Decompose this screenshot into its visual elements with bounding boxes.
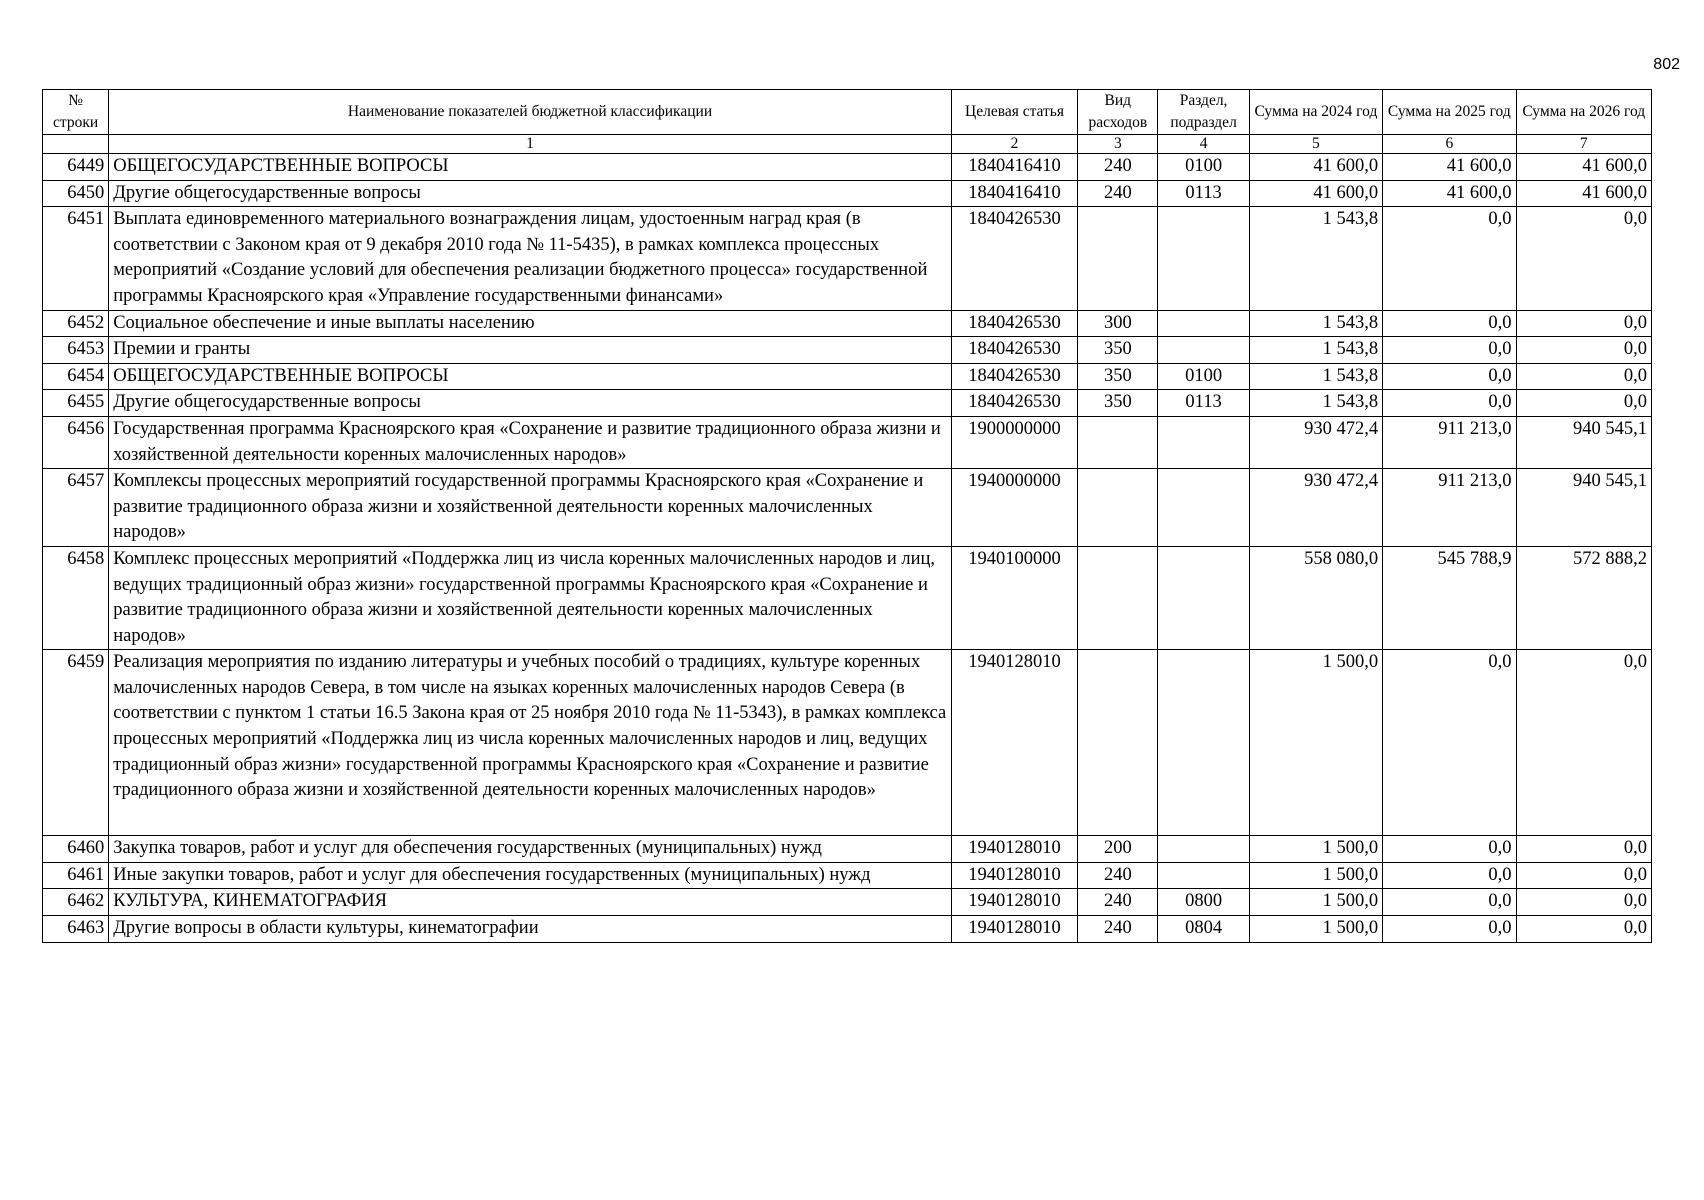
expense-type <box>1078 207 1158 310</box>
target-article: 1840426530 <box>951 363 1077 390</box>
table-row <box>43 207 1652 310</box>
row-number: 6463 <box>43 916 109 943</box>
sum-2025: 911 213,0 <box>1383 416 1516 468</box>
expense-type: 300 <box>1078 310 1158 337</box>
target-article: 1840426530 <box>951 390 1077 417</box>
header-indicator-name: Наименование показателей бюджетной классификации <box>109 90 952 135</box>
table-row <box>43 363 1652 390</box>
expense-type <box>1078 650 1158 836</box>
section-code <box>1158 416 1249 468</box>
expense-type: 200 <box>1078 836 1158 863</box>
indicator-name: Выплата единовременного материального вознаграждения лицам, удостоенным наград края (в соответствии с Законом края от 9 декабря 2010 года № 11-5435), в рамках комплекса процессных мероприятий «Создание условий для обеспечения реализации бюджетного процесса» государственной программы Красноярского края «Управление государственными финансами» <box>109 207 952 310</box>
sum-2026: 41 600,0 <box>1516 180 1651 207</box>
sum-2026: 0,0 <box>1516 337 1651 364</box>
column-number: 4 <box>1158 135 1249 154</box>
header-row-number: № строки <box>43 90 109 135</box>
target-article: 1840416410 <box>951 180 1077 207</box>
target-article: 1940100000 <box>951 546 1077 649</box>
sum-2025: 0,0 <box>1383 363 1516 390</box>
sum-2026: 41 600,0 <box>1516 154 1651 181</box>
table-row <box>43 650 1652 836</box>
target-article: 1840416410 <box>951 154 1077 181</box>
section-code: 0800 <box>1158 889 1249 916</box>
column-number: 6 <box>1383 135 1516 154</box>
sum-2026: 0,0 <box>1516 390 1651 417</box>
table-row <box>43 862 1652 889</box>
target-article: 1900000000 <box>951 416 1077 468</box>
sum-2026: 0,0 <box>1516 207 1651 310</box>
indicator-name: Иные закупки товаров, работ и услуг для обеспечения государственных (муниципальных) нужд <box>109 862 952 889</box>
table-row <box>43 916 1652 943</box>
expense-type: 240 <box>1078 916 1158 943</box>
indicator-name: Комплексы процессных мероприятий государственной программы Красноярского края «Сохранение и развитие традиционного образа жизни и хозяйственной деятельности коренных малочисленных народов» <box>109 469 952 547</box>
table-row <box>43 180 1652 207</box>
sum-2024: 1 500,0 <box>1249 836 1382 863</box>
sum-2024: 558 080,0 <box>1249 546 1382 649</box>
indicator-name: Премии и гранты <box>109 337 952 364</box>
sum-2024: 930 472,4 <box>1249 416 1382 468</box>
sum-2026: 0,0 <box>1516 650 1651 836</box>
row-number: 6460 <box>43 836 109 863</box>
header-sum-2025: Сумма на 2025 год <box>1383 90 1516 135</box>
expense-type: 240 <box>1078 862 1158 889</box>
table-row <box>43 836 1652 863</box>
section-code <box>1158 546 1249 649</box>
sum-2026: 572 888,2 <box>1516 546 1651 649</box>
sum-2024: 1 543,8 <box>1249 390 1382 417</box>
indicator-name: ОБЩЕГОСУДАРСТВЕННЫЕ ВОПРОСЫ <box>109 363 952 390</box>
section-code <box>1158 469 1249 547</box>
indicator-name: Государственная программа Красноярского края «Сохранение и развитие традиционного образа жизни и хозяйственной деятельности коренных малочисленных народов» <box>109 416 952 468</box>
sum-2025: 41 600,0 <box>1383 180 1516 207</box>
row-number: 6453 <box>43 337 109 364</box>
sum-2024: 1 500,0 <box>1249 862 1382 889</box>
target-article: 1940128010 <box>951 889 1077 916</box>
row-number: 6455 <box>43 390 109 417</box>
expense-type: 240 <box>1078 889 1158 916</box>
section-code <box>1158 836 1249 863</box>
row-number: 6449 <box>43 154 109 181</box>
section-code: 0113 <box>1158 180 1249 207</box>
header-row <box>43 90 1652 135</box>
indicator-name: Другие общегосударственные вопросы <box>109 180 952 207</box>
indicator-name: Закупка товаров, работ и услуг для обеспечения государственных (муниципальных) нужд <box>109 836 952 863</box>
expense-type <box>1078 546 1158 649</box>
section-code <box>1158 310 1249 337</box>
sum-2026: 0,0 <box>1516 836 1651 863</box>
sum-2025: 0,0 <box>1383 836 1516 863</box>
row-number: 6459 <box>43 650 109 836</box>
target-article: 1840426530 <box>951 310 1077 337</box>
target-article: 1940128010 <box>951 836 1077 863</box>
expense-type: 240 <box>1078 154 1158 181</box>
sum-2024: 1 543,8 <box>1249 363 1382 390</box>
row-number: 6462 <box>43 889 109 916</box>
sum-2025: 0,0 <box>1383 207 1516 310</box>
sum-2026: 0,0 <box>1516 916 1651 943</box>
indicator-name: КУЛЬТУРА, КИНЕМАТОГРАФИЯ <box>109 889 952 916</box>
section-code: 0113 <box>1158 390 1249 417</box>
header-target-article: Целевая статья <box>951 90 1077 135</box>
expense-type: 350 <box>1078 390 1158 417</box>
sum-2024: 930 472,4 <box>1249 469 1382 547</box>
sum-2025: 545 788,9 <box>1383 546 1516 649</box>
table-row <box>43 390 1652 417</box>
expense-type: 240 <box>1078 180 1158 207</box>
row-number: 6451 <box>43 207 109 310</box>
sum-2025: 0,0 <box>1383 337 1516 364</box>
column-number-empty <box>43 135 109 154</box>
row-number: 6450 <box>43 180 109 207</box>
indicator-name: Комплекс процессных мероприятий «Поддержка лиц из числа коренных малочисленных народов и лиц, ведущих традиционный образ жизни» государственной программы Красноярского края «Сохранение и развитие традиционного образа жизни и хозяйственной деятельности коренных малочисленных народов» <box>109 546 952 649</box>
sum-2026: 940 545,1 <box>1516 469 1651 547</box>
sum-2024: 1 543,8 <box>1249 337 1382 364</box>
table-row <box>43 310 1652 337</box>
indicator-name: ОБЩЕГОСУДАРСТВЕННЫЕ ВОПРОСЫ <box>109 154 952 181</box>
expense-type: 350 <box>1078 337 1158 364</box>
sum-2024: 1 500,0 <box>1249 916 1382 943</box>
header-expense-type: Вид расходов <box>1078 90 1158 135</box>
indicator-name: Социальное обеспечение и иные выплаты населению <box>109 310 952 337</box>
indicator-name: Другие вопросы в области культуры, кинематографии <box>109 916 952 943</box>
sum-2024: 1 543,8 <box>1249 207 1382 310</box>
sum-2025: 0,0 <box>1383 889 1516 916</box>
sum-2026: 940 545,1 <box>1516 416 1651 468</box>
sum-2026: 0,0 <box>1516 862 1651 889</box>
table-row <box>43 337 1652 364</box>
target-article: 1940128010 <box>951 650 1077 836</box>
sum-2025: 0,0 <box>1383 390 1516 417</box>
table-row <box>43 889 1652 916</box>
table-row <box>43 469 1652 547</box>
expense-type: 350 <box>1078 363 1158 390</box>
target-article: 1940128010 <box>951 862 1077 889</box>
sum-2026: 0,0 <box>1516 889 1651 916</box>
sum-2024: 1 500,0 <box>1249 889 1382 916</box>
table-row <box>43 416 1652 468</box>
sum-2024: 1 500,0 <box>1249 650 1382 836</box>
section-code <box>1158 862 1249 889</box>
section-code <box>1158 207 1249 310</box>
column-number-row <box>43 135 1652 154</box>
target-article: 1840426530 <box>951 207 1077 310</box>
page-number: 802 <box>1653 56 1680 73</box>
sum-2024: 41 600,0 <box>1249 180 1382 207</box>
expense-type <box>1078 469 1158 547</box>
indicator-name: Другие общегосударственные вопросы <box>109 390 952 417</box>
row-number: 6456 <box>43 416 109 468</box>
header-section: Раздел, подраздел <box>1158 90 1249 135</box>
section-code: 0804 <box>1158 916 1249 943</box>
table-row <box>43 154 1652 181</box>
column-number: 3 <box>1078 135 1158 154</box>
sum-2026: 0,0 <box>1516 363 1651 390</box>
sum-2025: 0,0 <box>1383 916 1516 943</box>
column-number: 1 <box>109 135 952 154</box>
sum-2024: 41 600,0 <box>1249 154 1382 181</box>
sum-2024: 1 543,8 <box>1249 310 1382 337</box>
column-number: 7 <box>1516 135 1651 154</box>
sum-2025: 911 213,0 <box>1383 469 1516 547</box>
sum-2026: 0,0 <box>1516 310 1651 337</box>
sum-2025: 0,0 <box>1383 650 1516 836</box>
row-number: 6458 <box>43 546 109 649</box>
budget-table <box>42 89 1652 943</box>
target-article: 1940000000 <box>951 469 1077 547</box>
indicator-name: Реализация мероприятия по изданию литературы и учебных пособий о традициях, культуре коренных малочисленных народов Севера, в том числе на языках коренных малочисленных народов Севера (в соответствии с пунктом 1 статьи 16.5 Закона края от 25 ноября 2010 года № 11-5343), в рамках комплекса процессных мероприятий «Поддержка лиц из числа коренных малочисленных народов и лиц, ведущих традиционный образ жизни» государственной программы Красноярского края «Сохранение и развитие традиционного образа жизни и хозяйственной деятельности коренных малочисленных народов» <box>109 650 952 836</box>
column-number: 2 <box>951 135 1077 154</box>
sum-2025: 0,0 <box>1383 862 1516 889</box>
row-number: 6457 <box>43 469 109 547</box>
target-article: 1940128010 <box>951 916 1077 943</box>
row-number: 6452 <box>43 310 109 337</box>
table-row <box>43 546 1652 649</box>
target-article: 1840426530 <box>951 337 1077 364</box>
sum-2025: 41 600,0 <box>1383 154 1516 181</box>
row-number: 6454 <box>43 363 109 390</box>
header-sum-2026: Сумма на 2026 год <box>1516 90 1651 135</box>
expense-type <box>1078 416 1158 468</box>
column-number: 5 <box>1249 135 1382 154</box>
section-code: 0100 <box>1158 363 1249 390</box>
sum-2025: 0,0 <box>1383 310 1516 337</box>
row-number: 6461 <box>43 862 109 889</box>
section-code <box>1158 650 1249 836</box>
section-code: 0100 <box>1158 154 1249 181</box>
section-code <box>1158 337 1249 364</box>
header-sum-2024: Сумма на 2024 год <box>1249 90 1382 135</box>
